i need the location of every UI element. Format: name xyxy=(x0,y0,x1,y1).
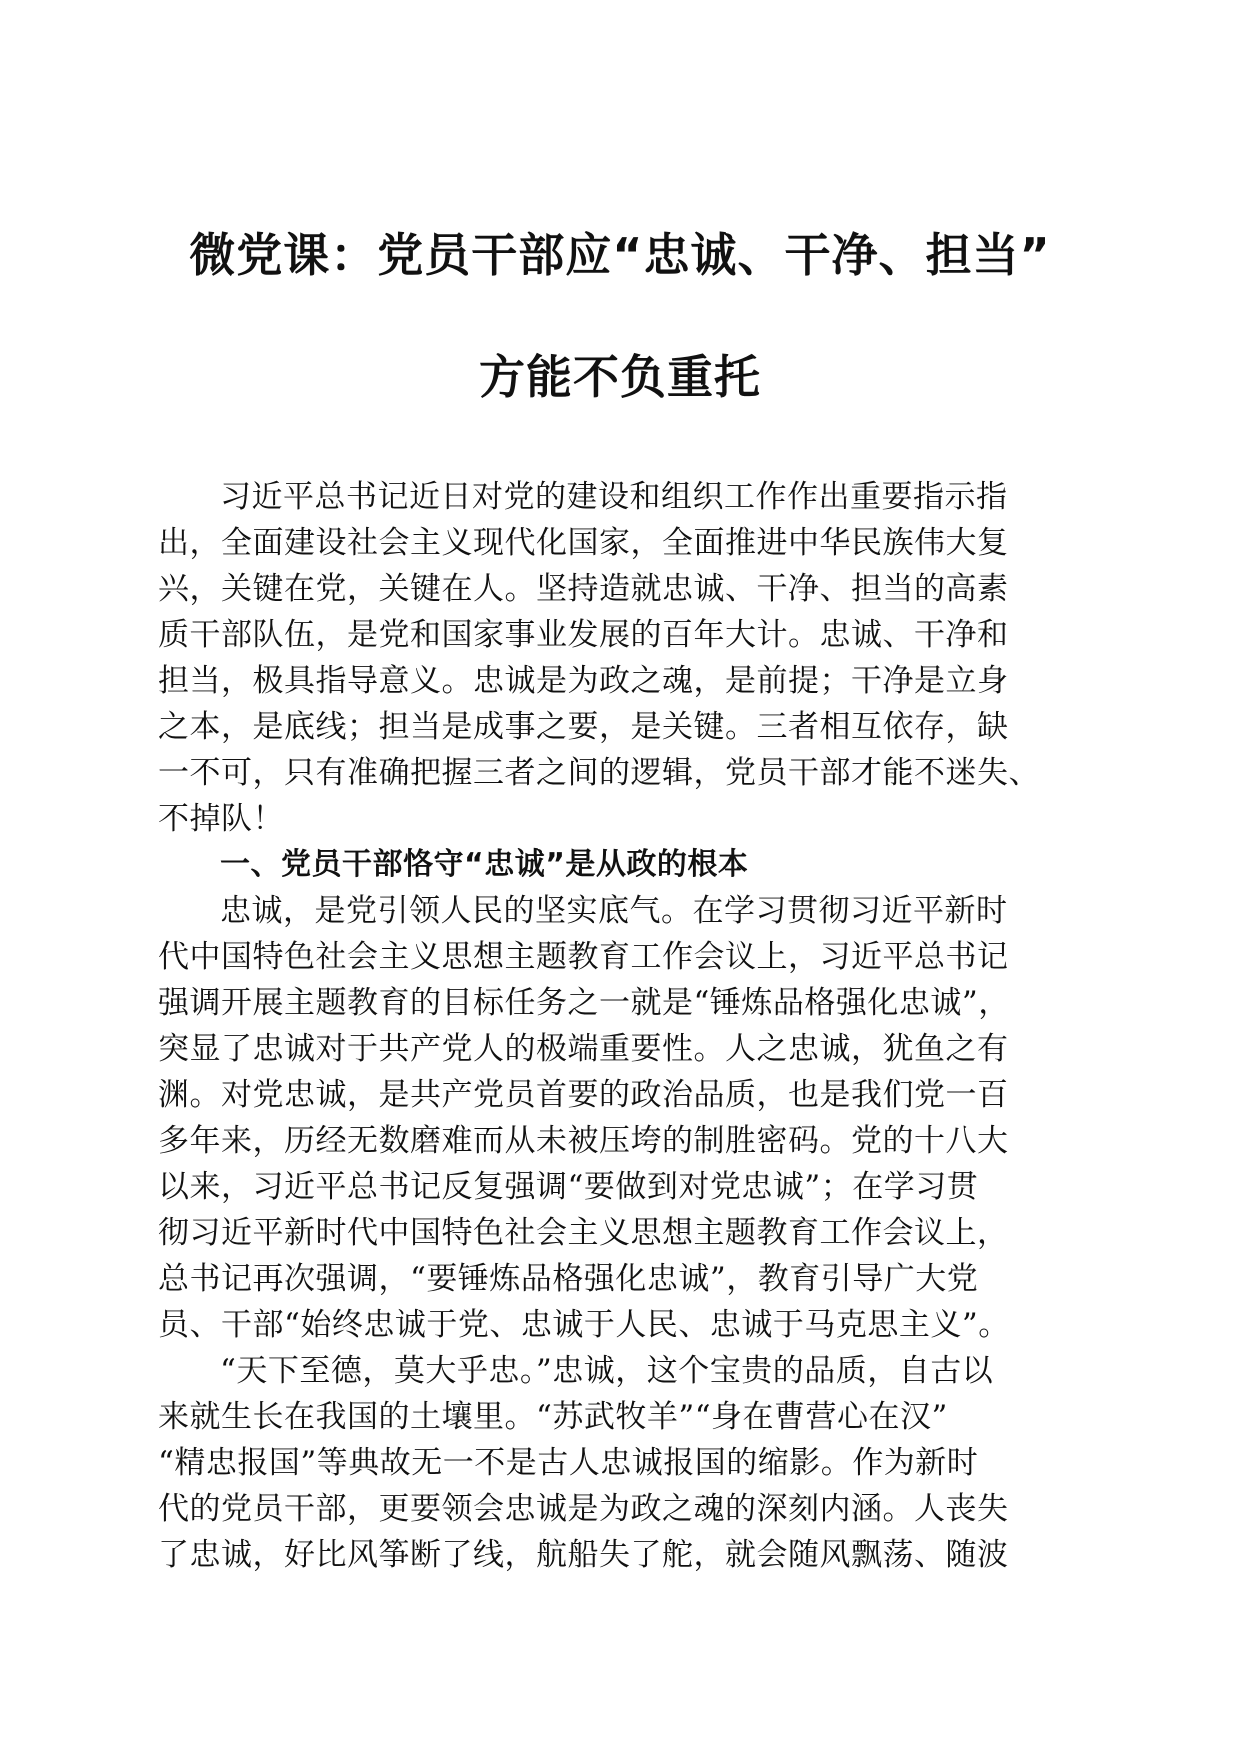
paragraph-line: 员、干部“始终忠诚于党、忠诚于人民、忠诚于马克思主义”。 xyxy=(158,1307,1010,1343)
paragraph-line: “精忠报国”等典故无一不是古人忠诚报国的缩影。作为新时 xyxy=(158,1445,979,1481)
paragraph-line: “天下至德，莫大乎忠。”忠诚，这个宝贵的品质，自古以 xyxy=(220,1353,994,1389)
paragraph-line: 彻习近平新时代中国特色社会主义思想主题教育工作会议上， xyxy=(158,1215,1009,1251)
paragraph-line: 担当，极具指导意义。忠诚是为政之魂，是前提；干净是立身 xyxy=(158,663,1009,699)
paragraph-line: 兴，关键在党，关键在人。坚持造就忠诚、干净、担当的高素 xyxy=(158,571,1009,607)
paragraph-line: 渊。对党忠诚，是共产党员首要的政治品质，也是我们党一百 xyxy=(158,1077,1009,1113)
paragraph-line: 多年来，历经无数磨难而从未被压垮的制胜密码。党的十八大 xyxy=(158,1123,1009,1159)
paragraph-line: 代的党员干部，更要领会忠诚是为政之魂的深刻内涵。人丧失 xyxy=(158,1491,1009,1527)
paragraph-line: 一不可，只有准确把握三者之间的逻辑，党员干部才能不迷失、 xyxy=(158,755,1040,791)
paragraph-line: 不掉队！ xyxy=(158,801,284,837)
paragraph-line: 代中国特色社会主义思想主题教育工作会议上，习近平总书记 xyxy=(158,939,1009,975)
paragraph-line: 以来，习近平总书记反复强调“要做到对党忠诚”；在学习贯 xyxy=(158,1169,979,1205)
paragraph-line: 了忠诚，好比风筝断了线，航船失了舵，就会随风飘荡、随波 xyxy=(158,1537,1009,1573)
paragraph-line: 突显了忠诚对于共产党人的极端重要性。人之忠诚，犹鱼之有 xyxy=(158,1031,1009,1067)
paragraph-line: 强调开展主题教育的目标任务之一就是“锤炼品格强化忠诚”， xyxy=(158,985,1010,1021)
paragraph-line: 出，全面建设社会主义现代化国家，全面推进中华民族伟大复 xyxy=(158,525,1009,561)
paragraph-line: 忠诚，是党引领人民的坚实底气。在学习贯彻习近平新时 xyxy=(220,893,1008,929)
paragraph-line: 来就生长在我国的土壤里。“苏武牧羊”“身在曹营心在汉” xyxy=(158,1399,948,1435)
paragraph-line: 质干部队伍，是党和国家事业发展的百年大计。忠诚、干净和 xyxy=(158,617,1009,653)
document-body xyxy=(158,474,1088,1578)
paragraph-line: 总书记再次强调，“要锤炼品格强化忠诚”，教育引导广大党 xyxy=(158,1261,979,1297)
paragraph-line: 习近平总书记近日对党的建设和组织工作作出重要指示指 xyxy=(220,479,1008,515)
paragraph-line: 之本，是底线；担当是成事之要，是关键。三者相互依存，缺 xyxy=(158,709,1009,745)
document-title-line-1: 微党课：党员干部应“忠诚、干净、担当” xyxy=(189,228,1051,282)
document-title-line-2: 方能不负重托 xyxy=(479,350,761,404)
section-heading: 一、党员干部恪守“忠诚”是从政的根本 xyxy=(220,847,749,882)
